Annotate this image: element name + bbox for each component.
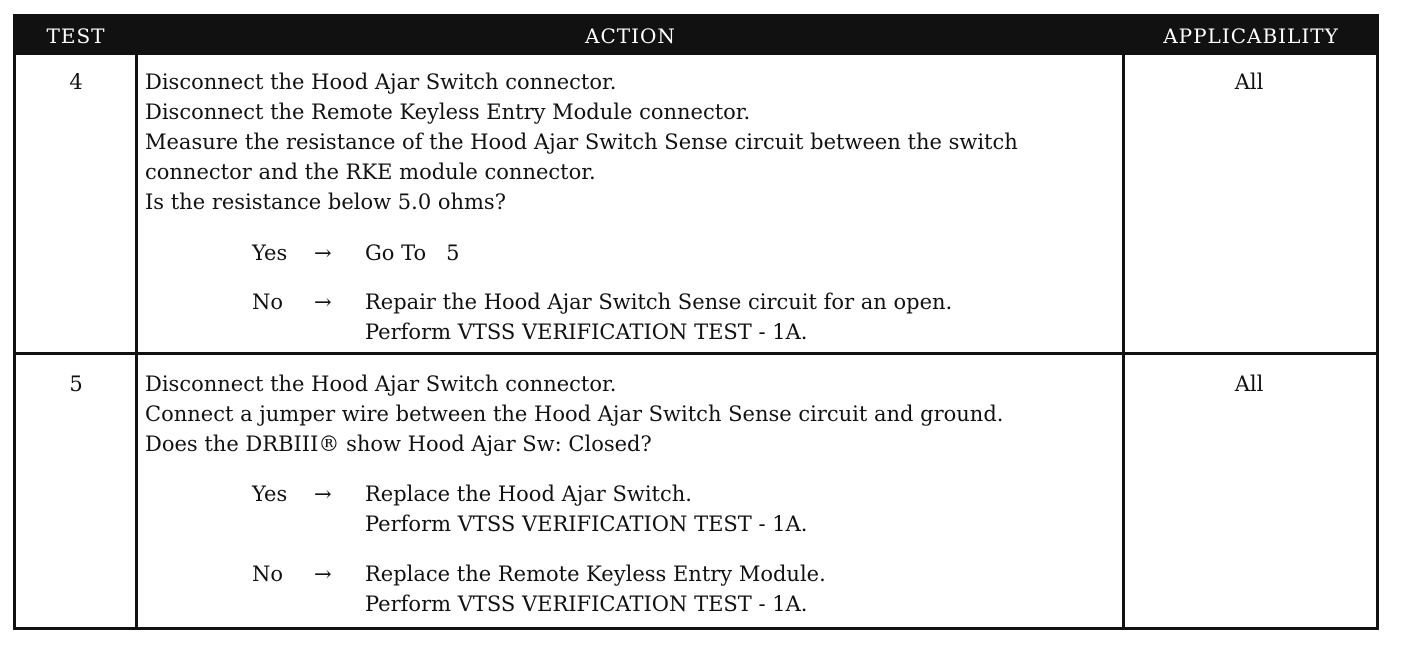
no-label: No bbox=[252, 290, 284, 314]
action-step: Disconnect the Hood Ajar Switch connector. bbox=[145, 372, 617, 396]
row-action bbox=[145, 67, 1018, 344]
row-test-number: 5 bbox=[69, 372, 83, 396]
no-result bbox=[365, 287, 952, 347]
column-divider bbox=[135, 55, 138, 627]
arrow-icon: → bbox=[314, 482, 332, 506]
row-applicability: All bbox=[1234, 372, 1264, 396]
result-line: Replace the Hood Ajar Switch. bbox=[365, 482, 692, 506]
action-step: Disconnect the Remote Keyless Entry Module connector. bbox=[145, 100, 751, 124]
result-line: Perform VTSS VERIFICATION TEST - 1A. bbox=[365, 320, 808, 344]
table-header bbox=[16, 17, 1376, 55]
arrow-icon: → bbox=[314, 290, 332, 314]
result-line: Perform VTSS VERIFICATION TEST - 1A. bbox=[365, 512, 808, 536]
result-line: Perform VTSS VERIFICATION TEST - 1A. bbox=[365, 592, 808, 616]
result-line: Go To 5 bbox=[365, 241, 460, 265]
row-action bbox=[145, 369, 1004, 616]
yes-label: Yes bbox=[252, 482, 288, 506]
row-test-number: 4 bbox=[69, 70, 83, 94]
header-applicability: APPLICABILITY bbox=[1163, 24, 1339, 48]
arrow-icon: → bbox=[314, 241, 332, 265]
no-label: No bbox=[252, 562, 284, 586]
result-line: Repair the Hood Ajar Switch Sense circuit for an open. bbox=[365, 290, 953, 314]
action-step: Disconnect the Hood Ajar Switch connector. bbox=[145, 70, 617, 94]
header-action: ACTION bbox=[585, 24, 676, 48]
action-step: Measure the resistance of the Hood Ajar Switch Sense circuit between the switch bbox=[145, 130, 1018, 154]
header-test: TEST bbox=[46, 24, 106, 48]
row-applicability: All bbox=[1234, 70, 1264, 94]
yes-result bbox=[365, 479, 807, 539]
row-divider bbox=[16, 352, 1376, 355]
column-divider bbox=[1122, 55, 1125, 627]
yes-label: Yes bbox=[252, 241, 288, 265]
result-line: Replace the Remote Keyless Entry Module. bbox=[365, 562, 826, 586]
action-step: Does the DRBIII® show Hood Ajar Sw: Closed? bbox=[145, 432, 652, 456]
no-result bbox=[365, 559, 826, 619]
action-step: connector and the RKE module connector. bbox=[145, 160, 596, 184]
action-step: Is the resistance below 5.0 ohms? bbox=[145, 190, 506, 214]
arrow-icon: → bbox=[314, 562, 332, 586]
test-table bbox=[13, 14, 1379, 630]
action-step: Connect a jumper wire between the Hood Ajar Switch Sense circuit and ground. bbox=[145, 402, 1004, 426]
yes-result bbox=[365, 238, 460, 268]
